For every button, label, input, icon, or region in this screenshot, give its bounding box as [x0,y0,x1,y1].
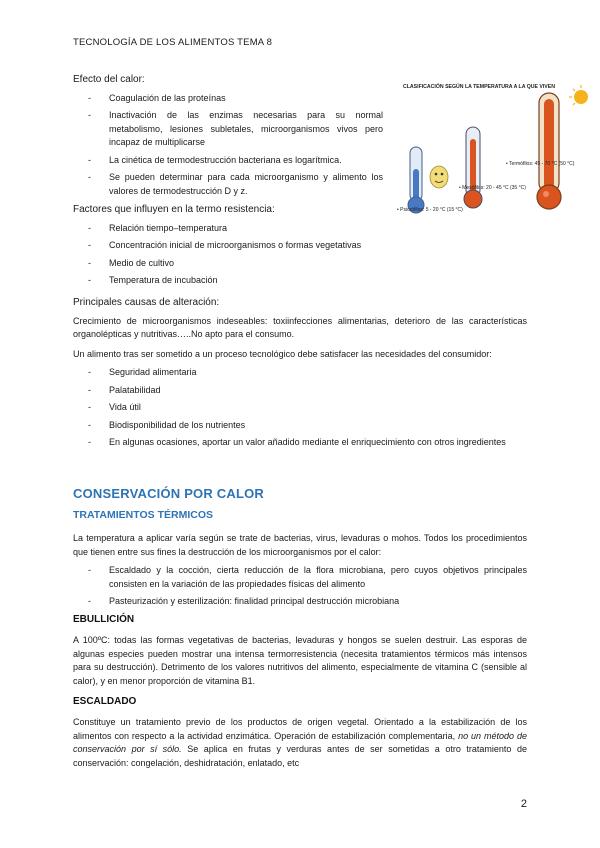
causas-list [73,366,527,450]
efecto-calor-section [73,73,383,202]
section-heading: CONSERVACIÓN POR CALOR [73,486,264,501]
figure-title: CLASIFICACIÓN SEGÚN LA TEMPERATURA A LA QUE VIVEN [403,84,555,90]
escaldado-text-a: Constituye un tratamiento previo de los productos de origen vegetal. Orientado a la estabilización de los alimentos con respecto a la actividad enzimática. Operación de estabilización complementaria, [73,717,527,741]
psicrofilos-label: • Psicrófilos: 5 - 20 °C (15 °C) [397,207,463,213]
escaldado-heading: ESCALDADO [73,696,137,707]
list-item: - Escaldado y la cocción, cierta reducción de la flora microbiana, pero cuyos objetivos principales consisten en la variación de las propiedades físicas del alimento [73,564,527,591]
tratamientos-list [73,564,527,609]
sun-icon [569,85,588,105]
list-item: - Se pueden determinar para cada microorganismo y alimento los valores de termodestrucción D y z. [73,171,383,198]
subsection-heading: TRATAMIENTOS TÉRMICOS [73,509,213,521]
causas-paragraph-1: Crecimiento de microorganismos indeseables: toxiinfecciones alimentarias, deterioro de las características organolépticas y nutritivas…..No apto para el consumo. [73,315,527,339]
factores-label: Factores que influyen en la termo resistencia: [73,204,275,215]
factores-section [73,203,527,292]
factores-list [73,222,527,288]
list-item: - Inactivación de las enzimas necesarias para su normal metabolismo, lesiones subletales, microorganismos vivos pero incapaz de multiplicarse [73,109,383,150]
list-item: - Concentración inicial de microorganismos o formas vegetativas [73,239,527,253]
temperature-classification-figure [393,77,593,220]
list-item: - Seguridad alimentaria [73,366,527,380]
page-header: TECNOLOGÍA DE LOS ALIMENTOS TEMA 8 [73,37,273,48]
list-item: - Coagulación de las proteínas [73,92,383,106]
causas-paragraph-2: Un alimento tras ser sometido a un proceso tecnológico debe satisfacer las necesidades del consumidor: [73,348,492,359]
mesophile-thermometer-icon [464,127,482,208]
list-item: - Medio de cultivo [73,257,527,271]
tratamientos-paragraph: La temperatura a aplicar varía según se trate de bacterias, virus, levaduras o mohos. Todos los procedimientos que tienen entre sus fines la destrucción de los microorganismos por el calor: [73,533,527,557]
termofilos-label: • Termófilos: 45 - 70 °C (50 °C) [506,161,575,167]
ebullicion-heading: EBULLICIÓN [73,614,135,625]
thermophile-thermometer-icon [537,93,561,209]
ebullicion-paragraph: A 100ºC: todas las formas vegetativas de bacterias, levaduras y hongos se suelen destruir. Las esporas de algunas especies pueden mostrar una intensa termorresistencia (necesita tratamientos térmicos más intensos para su destrucción). Detrimento de los valores nutritivos del alimento, especialmente de vitamina C (sensible al calor), y en menor proporción de vitamina B1. [73,635,527,686]
list-item: - Biodisponibilidad de los nutrientes [73,419,527,433]
page-number: 2 [520,798,527,810]
efecto-calor-label: Efecto del calor: [73,74,145,85]
mesofilos-label: • Mesófilos: 20 - 45 °C (35 °C) [459,185,526,191]
microbe-mascot-icon [430,166,448,188]
list-item: - Relación tiempo–temperatura [73,222,527,236]
list-item: - En algunas ocasiones, aportar un valor añadido mediante el enriquecimiento con otros ingredientes [73,436,527,450]
causas-label: Principales causas de alteración: [73,297,220,308]
list-item: - Pasteurización y esterilización: finalidad principal destrucción microbiana [73,595,527,609]
escaldado-text-b: Se aplica en frutas y verduras antes de ser sometidas a otro tratamiento de conservación: congelación, deshidratación, enlatado, etc [73,744,527,768]
list-item: - Palatabilidad [73,384,527,398]
escaldado-paragraph [73,716,527,770]
list-item: - Vida útil [73,401,527,415]
efecto-calor-list [73,92,383,199]
list-item: - La cinética de termodestrucción bacteriana es logarítmica. [73,154,383,168]
list-item: - Temperatura de incubación [73,274,527,288]
escaldado-text-emphasis: no un método de conservación por sí sólo. [73,730,527,754]
tratamientos-section [73,532,527,613]
causas-section [73,296,527,454]
